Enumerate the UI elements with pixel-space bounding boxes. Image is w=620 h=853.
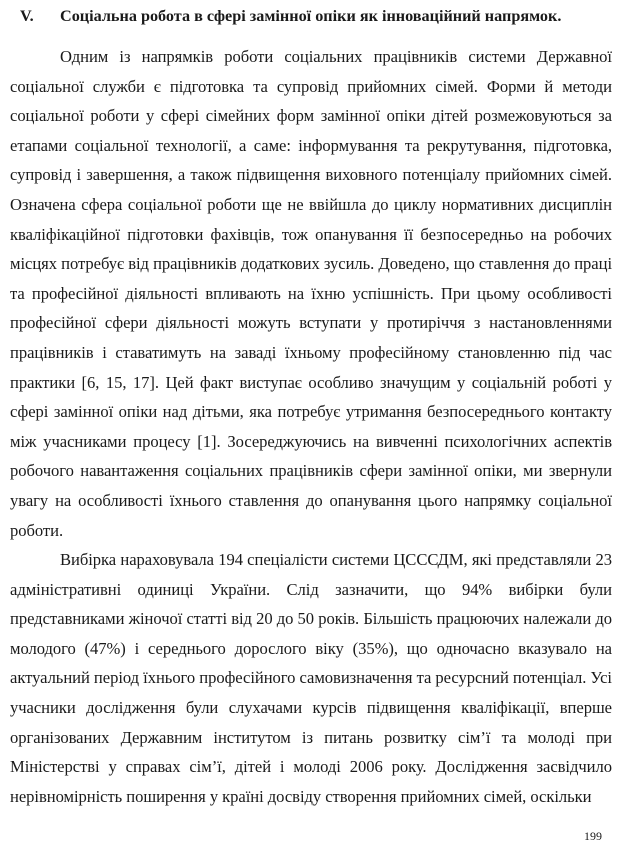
page-number: 199: [584, 829, 602, 843]
paragraph-1: Одним із напрямків роботи соціальних працівників системи Державної соціальної служби є підготовка та супровід прийомних сімей. Форми й методи соціальної роботи у сфері сімейних форм замінної опіки дітей розмежовуються за етапами соціальної технології, а саме: інформування та рекрутування, підготовка, супровід і завершення, а також підвищення виховного потенціалу прийомних сімей. Означена сфера соціальної роботи ще не ввійшла до циклу нормативних дисциплін кваліфікаційної підготовки фахівців, тож опанування її безпосередньо на робочих місцях потребує від працівників додаткових зусиль. Доведено, що ставлення до праці та професійної діяльності впливають на їхню успішність. При цьому особливості професійної сфери діяльності можуть вступати у протиріччя з настановленнями працівників і ставатимуть на заваді їхньому професійному становленню під час практики [6, 15, 17]. Цей факт виступає особливо значущим у соціальній роботі у сфері замінної опіки над дітьми, яка потребує утримання безпосереднього контакту між учасниками процесу [1]. Зосереджуючись на вивченні психологічних аспектів робочого навантаження соціальних працівників сфери замінної опіки, ми звернули увагу на особливості їхнього ставлення до опанування цього напрямку соціальної роботи.: [10, 47, 612, 540]
paragraph-2: Вибірка нараховувала 194 спеціалісти системи ЦСССДМ, які представляли 23 адміністративні одиниці України. Слід зазначити, що 94% вибірки були представниками жіночої статті від 20 до 50 років. Більшість працюючих належали до молодого (47%) і середнього дорослого віку (35%), що одночасно вказувало на актуальний період їхнього професійного самовизначення та ресурсний потенціал. Усі учасники дослідження були слухачами курсів підвищення кваліфікації, вперше організованих Державним інститутом із питань розвитку сім’ї та молоді при Міністерстві у справах сім’ї, дітей і молоді 2006 року. Дослідження засвідчило нерівномірність поширення у країні досвіду створення прийомних сімей, оскільки: [10, 550, 612, 806]
section-heading: [10, 6, 612, 26]
section-title: Соціальна робота в сфері замінної опіки як інноваційний напрямок.: [60, 7, 562, 25]
section-number: V.: [20, 7, 34, 25]
